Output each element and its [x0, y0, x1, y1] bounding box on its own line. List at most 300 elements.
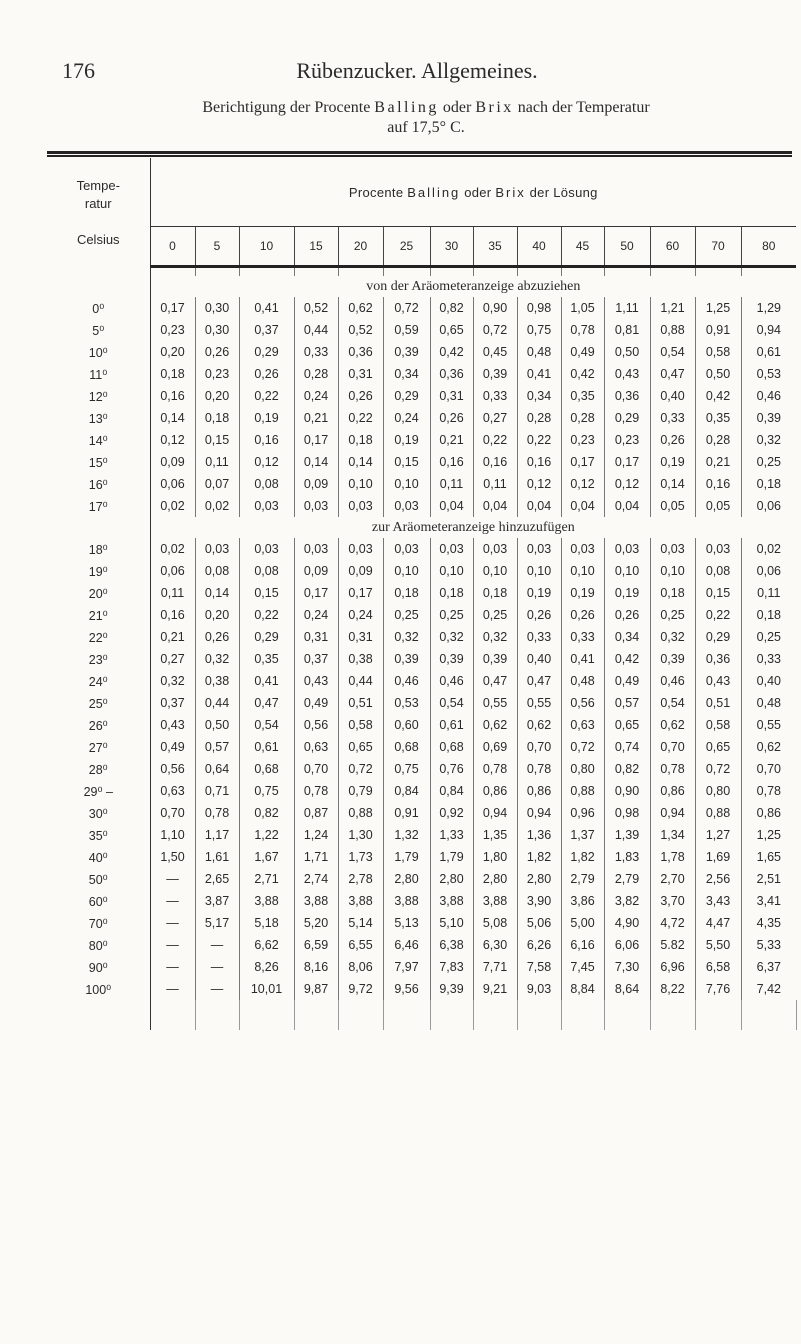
value-cell: —	[195, 978, 239, 1000]
value-cell: 7,83	[430, 956, 473, 978]
value-cell: 0,70	[517, 736, 561, 758]
column-header: 60	[650, 227, 695, 267]
value-cell: 0,04	[430, 495, 473, 517]
temperature-cell: 30⁰	[47, 802, 150, 824]
value-cell: 0,26	[239, 363, 294, 385]
value-cell: —	[150, 956, 195, 978]
value-cell: 0,32	[150, 670, 195, 692]
value-cell: 0,26	[517, 604, 561, 626]
value-cell: 0,10	[604, 560, 650, 582]
value-cell: 0,03	[239, 495, 294, 517]
value-cell: 0,55	[473, 692, 517, 714]
column-header: 20	[338, 227, 383, 267]
value-cell: 8,64	[604, 978, 650, 1000]
value-cell: 1,33	[430, 824, 473, 846]
value-cell: 3,88	[473, 890, 517, 912]
value-cell: 0,15	[195, 429, 239, 451]
table-row	[47, 934, 796, 956]
value-cell: 7,42	[756, 982, 781, 996]
value-cell: 0,41	[517, 363, 561, 385]
value-cell: 0,32	[430, 626, 473, 648]
value-cell: 0,03	[383, 495, 430, 517]
value-cell: —	[150, 868, 195, 890]
value-cell: 0,62	[756, 740, 781, 754]
value-cell: 3,86	[561, 890, 604, 912]
value-cell: 0,12	[604, 473, 650, 495]
spacer-cell	[383, 1000, 430, 1030]
temperature-cell: 100⁰	[47, 978, 150, 1000]
value-cell: 0,88	[561, 780, 604, 802]
spacer-cell	[195, 1000, 239, 1030]
value-cell: 1,22	[239, 824, 294, 846]
value-cell: 0,26	[430, 407, 473, 429]
temperature-cell: 16⁰	[47, 473, 150, 495]
value-cell: 0,33	[294, 341, 338, 363]
page-number: 176	[62, 58, 95, 83]
value-cell: 0,79	[338, 780, 383, 802]
value-cell: 0,03	[561, 538, 604, 560]
value-cell: 0,32	[756, 433, 781, 447]
value-cell: 0,18	[473, 582, 517, 604]
column-header: 25	[383, 227, 430, 267]
percent-header	[150, 158, 796, 227]
value-cell: 0,50	[195, 714, 239, 736]
value-cell: 0,03	[604, 538, 650, 560]
value-cell: 0,47	[239, 692, 294, 714]
value-cell: 0,06	[756, 564, 781, 578]
table-row	[47, 824, 796, 846]
value-cell: 0,33	[650, 407, 695, 429]
value-cell: 0,10	[473, 560, 517, 582]
value-cell: 1,39	[604, 824, 650, 846]
value-cell: 0,78	[650, 758, 695, 780]
value-cell: 0,31	[338, 363, 383, 385]
value-cell: 0,11	[757, 586, 781, 600]
value-cell: 1,35	[473, 824, 517, 846]
value-cell: 0,54	[430, 692, 473, 714]
proc-balling: Balling	[407, 184, 461, 200]
value-cell: 0,03	[650, 538, 695, 560]
value-cell: 0,39	[383, 648, 430, 670]
value-cell: 0,70	[294, 758, 338, 780]
table-row	[47, 560, 796, 582]
value-cell: 0,53	[756, 367, 781, 381]
value-cell: 0,17	[604, 451, 650, 473]
value-cell: 2,80	[473, 868, 517, 890]
temperature-cell: 35⁰	[47, 824, 150, 846]
value-cell: 0,31	[430, 385, 473, 407]
value-cell: 0,57	[604, 692, 650, 714]
temperature-cell: 15⁰	[47, 451, 150, 473]
value-cell: 0,21	[294, 407, 338, 429]
value-cell: 0,48	[517, 341, 561, 363]
value-cell: 0,52	[338, 319, 383, 341]
value-cell: 0,03	[338, 538, 383, 560]
value-cell: 1,79	[383, 846, 430, 868]
value-cell: 7,30	[604, 956, 650, 978]
value-cell: 3,43	[695, 890, 741, 912]
value-cell: 0,16	[695, 473, 741, 495]
value-cell: 0,04	[473, 495, 517, 517]
value-cell: 0,78	[517, 758, 561, 780]
value-cell: 0,57	[195, 736, 239, 758]
table-row	[47, 912, 796, 934]
value-cell: 0,23	[150, 319, 195, 341]
value-cell: 0,88	[695, 802, 741, 824]
value-cell: 0,11	[195, 451, 239, 473]
value-cell: 6,30	[473, 934, 517, 956]
value-cell: 0,05	[650, 495, 695, 517]
proc-text-a: Procente	[348, 184, 408, 200]
value-cell: 0,53	[383, 692, 430, 714]
value-cell: 2,78	[338, 868, 383, 890]
value-cell: 5.82	[650, 934, 695, 956]
value-cell: 0,03	[473, 538, 517, 560]
value-cell: 0,26	[195, 341, 239, 363]
value-cell: —	[195, 934, 239, 956]
value-cell: 0,17	[150, 297, 195, 319]
value-cell: 1,83	[604, 846, 650, 868]
value-cell: 0,65	[430, 319, 473, 341]
value-cell: 9,72	[338, 978, 383, 1000]
value-cell: 0,62	[650, 714, 695, 736]
spacer-cell	[195, 267, 239, 277]
value-cell: 0,36	[430, 363, 473, 385]
value-cell: 5,06	[517, 912, 561, 934]
value-cell: 3,90	[517, 890, 561, 912]
value-cell: 0,74	[604, 736, 650, 758]
value-cell: 0,62	[338, 297, 383, 319]
value-cell: 0,21	[695, 451, 741, 473]
value-cell: 0,54	[650, 341, 695, 363]
spacer-cell	[604, 267, 650, 277]
value-cell: 0,84	[383, 780, 430, 802]
value-cell: 0,33	[517, 626, 561, 648]
spacer-cell	[150, 267, 195, 277]
value-cell: 0,39	[430, 648, 473, 670]
value-cell: 7,58	[517, 956, 561, 978]
value-cell: 6,96	[650, 956, 695, 978]
value-cell: 2,80	[517, 868, 561, 890]
temperature-cell: 50⁰	[47, 868, 150, 890]
spacer-cell	[473, 1000, 517, 1030]
temperature-cell: 17⁰	[47, 495, 150, 517]
value-cell: 1,78	[650, 846, 695, 868]
value-cell: 1,25	[695, 297, 741, 319]
value-cell: 1,32	[383, 824, 430, 846]
value-cell: 0,91	[695, 319, 741, 341]
table-row	[47, 495, 796, 517]
temp-header-line-3: Celsius	[76, 232, 120, 248]
value-cell: 0,65	[695, 736, 741, 758]
value-cell: 0,31	[294, 626, 338, 648]
value-cell: 0,72	[383, 297, 430, 319]
value-cell: 0,78	[294, 780, 338, 802]
spacer-cell	[517, 267, 561, 277]
value-cell: 8,84	[561, 978, 604, 1000]
value-cell: 0,58	[695, 714, 741, 736]
value-cell: 1,71	[294, 846, 338, 868]
spacer-cell	[383, 267, 430, 277]
value-cell: —	[195, 956, 239, 978]
spacer-cell	[695, 1000, 741, 1030]
proc-text-b: oder	[460, 184, 496, 200]
value-cell: 1,10	[150, 824, 195, 846]
value-cell: 0,03	[430, 538, 473, 560]
value-cell: 0,63	[561, 714, 604, 736]
value-cell: 0,76	[430, 758, 473, 780]
value-cell: 0,49	[561, 341, 604, 363]
value-cell: 0,25	[756, 630, 781, 644]
value-cell: 7,45	[561, 956, 604, 978]
value-cell: 0,19	[383, 429, 430, 451]
value-cell: 0,41	[239, 670, 294, 692]
value-cell: 0,44	[195, 692, 239, 714]
value-cell: 0,49	[150, 736, 195, 758]
column-header: 15	[294, 227, 338, 267]
value-cell: 0,63	[150, 780, 195, 802]
value-cell: 1,27	[695, 824, 741, 846]
value-cell: 0,98	[604, 802, 650, 824]
temperature-cell: 13⁰	[47, 407, 150, 429]
value-cell: 0,37	[239, 319, 294, 341]
value-cell: 0,59	[383, 319, 430, 341]
spacer-cell	[239, 267, 294, 277]
value-cell: 8,22	[650, 978, 695, 1000]
value-cell: 5,14	[338, 912, 383, 934]
spacer-cell	[47, 1000, 150, 1030]
value-cell: 0,43	[294, 670, 338, 692]
caption-line-2: auf 17,5° C.	[387, 119, 465, 136]
value-cell: 8,06	[338, 956, 383, 978]
value-cell: 2,70	[650, 868, 695, 890]
value-cell: 0,03	[195, 538, 239, 560]
value-cell: 0,41	[239, 297, 294, 319]
temperature-cell: 21⁰	[47, 604, 150, 626]
value-cell: 0,21	[150, 626, 195, 648]
value-cell: 10,01	[239, 978, 294, 1000]
value-cell: 0,11	[150, 582, 195, 604]
spacer-row	[47, 1000, 796, 1030]
table-row	[47, 341, 796, 363]
value-cell: 0,16	[430, 451, 473, 473]
value-cell: 0,11	[430, 473, 473, 495]
value-cell: 0,29	[604, 407, 650, 429]
value-cell: 0,08	[195, 560, 239, 582]
value-cell: 9,03	[517, 978, 561, 1000]
temp-header-line-2: ratur	[84, 196, 112, 212]
value-cell: 0,04	[561, 495, 604, 517]
value-cell: 0,02	[150, 495, 195, 517]
value-cell: 0,56	[561, 692, 604, 714]
value-cell: 0,28	[561, 407, 604, 429]
value-cell: 0,17	[338, 582, 383, 604]
value-cell: 0,58	[695, 341, 741, 363]
value-cell: 0,35	[695, 407, 741, 429]
temperature-cell: 28⁰	[47, 758, 150, 780]
value-cell: 0,03	[383, 538, 430, 560]
value-cell: 0,36	[338, 341, 383, 363]
value-cell: 4,35	[756, 916, 781, 930]
value-cell: 6,55	[338, 934, 383, 956]
value-cell: 0,48	[561, 670, 604, 692]
table-row	[47, 802, 796, 824]
top-rule	[47, 151, 792, 155]
temperature-cell: 70⁰	[47, 912, 150, 934]
table-row	[47, 385, 796, 407]
value-cell: 0,14	[650, 473, 695, 495]
value-cell: 0,98	[517, 297, 561, 319]
table-row	[47, 363, 796, 385]
value-cell: 0,25	[383, 604, 430, 626]
value-cell: 7,71	[473, 956, 517, 978]
value-cell: 5,10	[430, 912, 473, 934]
value-cell: 0,29	[383, 385, 430, 407]
section-label-spacer	[47, 276, 150, 297]
value-cell: 1,79	[430, 846, 473, 868]
temperature-cell: 14⁰	[47, 429, 150, 451]
value-cell: 0,36	[604, 385, 650, 407]
spacer-cell	[338, 1000, 383, 1030]
value-cell: —	[150, 934, 195, 956]
value-cell: 0,29	[239, 626, 294, 648]
value-cell: 0,19	[650, 451, 695, 473]
spacer-cell	[741, 1000, 796, 1030]
value-cell: 0,05	[695, 495, 741, 517]
value-cell: 0,86	[473, 780, 517, 802]
value-cell: 0,26	[195, 626, 239, 648]
table-body	[47, 267, 796, 1031]
table-row	[47, 538, 796, 560]
value-cell: 1,69	[695, 846, 741, 868]
value-cell: 0,10	[561, 560, 604, 582]
value-cell: 0,68	[383, 736, 430, 758]
value-cell: 0,72	[338, 758, 383, 780]
table-row	[47, 758, 796, 780]
value-cell: —	[150, 978, 195, 1000]
table-row	[47, 407, 796, 429]
value-cell: 0,07	[195, 473, 239, 495]
temperature-cell: 5⁰	[47, 319, 150, 341]
value-cell: 0,12	[239, 451, 294, 473]
temperature-cell: 0⁰	[47, 297, 150, 319]
caption-line-1	[56, 98, 796, 118]
value-cell: 0,12	[150, 429, 195, 451]
column-header-row	[47, 227, 796, 267]
value-cell: 0,11	[473, 473, 517, 495]
value-cell: 0,47	[650, 363, 695, 385]
caption-brix: Brix	[475, 99, 514, 116]
value-cell: 0,92	[430, 802, 473, 824]
value-cell: 0,10	[650, 560, 695, 582]
column-header: 35	[473, 227, 517, 267]
value-cell: 0,50	[695, 363, 741, 385]
value-cell: 0,21	[430, 429, 473, 451]
value-cell: 1,65	[756, 850, 781, 864]
value-cell: 0,46	[756, 389, 781, 403]
value-cell: 6,16	[561, 934, 604, 956]
value-cell: 9,56	[383, 978, 430, 1000]
caption-balling: Balling	[374, 99, 439, 116]
value-cell: 0,19	[517, 582, 561, 604]
value-cell: 0,46	[650, 670, 695, 692]
value-cell: 3,88	[430, 890, 473, 912]
value-cell: 0,81	[604, 319, 650, 341]
value-cell: 1,25	[756, 828, 781, 842]
value-cell: 0,38	[338, 648, 383, 670]
temperature-cell: 27⁰	[47, 736, 150, 758]
value-cell: 0,18	[756, 477, 781, 491]
value-cell: 6,06	[604, 934, 650, 956]
value-cell: 0,09	[150, 451, 195, 473]
spacer-cell	[338, 267, 383, 277]
value-cell: 0,18	[195, 407, 239, 429]
value-cell: 0,10	[517, 560, 561, 582]
spacer-cell	[650, 1000, 695, 1030]
column-header: 45	[561, 227, 604, 267]
value-cell: 0,10	[338, 473, 383, 495]
value-cell: 2,56	[695, 868, 741, 890]
spacer-cell	[561, 267, 604, 277]
value-cell: 8,26	[239, 956, 294, 978]
value-cell: 0,86	[756, 806, 781, 820]
value-cell: 0,44	[294, 319, 338, 341]
value-cell: 0,34	[517, 385, 561, 407]
value-cell: 0,54	[650, 692, 695, 714]
value-cell: 7,97	[383, 956, 430, 978]
column-header: 50	[604, 227, 650, 267]
value-cell: 0,02	[195, 495, 239, 517]
value-cell: 0,68	[239, 758, 294, 780]
value-cell: 0,34	[383, 363, 430, 385]
value-cell: 0,42	[430, 341, 473, 363]
temperature-cell: 18⁰	[47, 538, 150, 560]
value-cell: 0,49	[294, 692, 338, 714]
value-cell: 0,23	[604, 429, 650, 451]
value-cell: 0,14	[338, 451, 383, 473]
value-cell: 0,96	[561, 802, 604, 824]
value-cell: 6,58	[695, 956, 741, 978]
value-cell: 0,55	[756, 718, 781, 732]
value-cell: 0,40	[517, 648, 561, 670]
spacer-cell	[430, 267, 473, 277]
value-cell: 0,14	[195, 582, 239, 604]
value-cell: 0,16	[517, 451, 561, 473]
value-cell: 1,34	[650, 824, 695, 846]
value-cell: 2,51	[756, 872, 781, 886]
value-cell: 6,46	[383, 934, 430, 956]
spacer-cell	[650, 267, 695, 277]
value-cell: 0,58	[338, 714, 383, 736]
spacer-row	[47, 267, 796, 277]
table-row	[47, 670, 796, 692]
value-cell: 0,38	[195, 670, 239, 692]
value-cell: 0,70	[150, 802, 195, 824]
value-cell: 1,73	[338, 846, 383, 868]
value-cell: 0,04	[517, 495, 561, 517]
column-header: 70	[695, 227, 741, 267]
value-cell: 0,51	[338, 692, 383, 714]
value-cell: 0,72	[473, 319, 517, 341]
value-cell: 5,50	[695, 934, 741, 956]
value-cell: 0,04	[604, 495, 650, 517]
value-cell: 0,75	[517, 319, 561, 341]
value-cell: 0,08	[239, 473, 294, 495]
value-cell: 0,40	[756, 674, 781, 688]
temperature-cell: 12⁰	[47, 385, 150, 407]
value-cell: 0,22	[695, 604, 741, 626]
value-cell: 0,22	[239, 385, 294, 407]
